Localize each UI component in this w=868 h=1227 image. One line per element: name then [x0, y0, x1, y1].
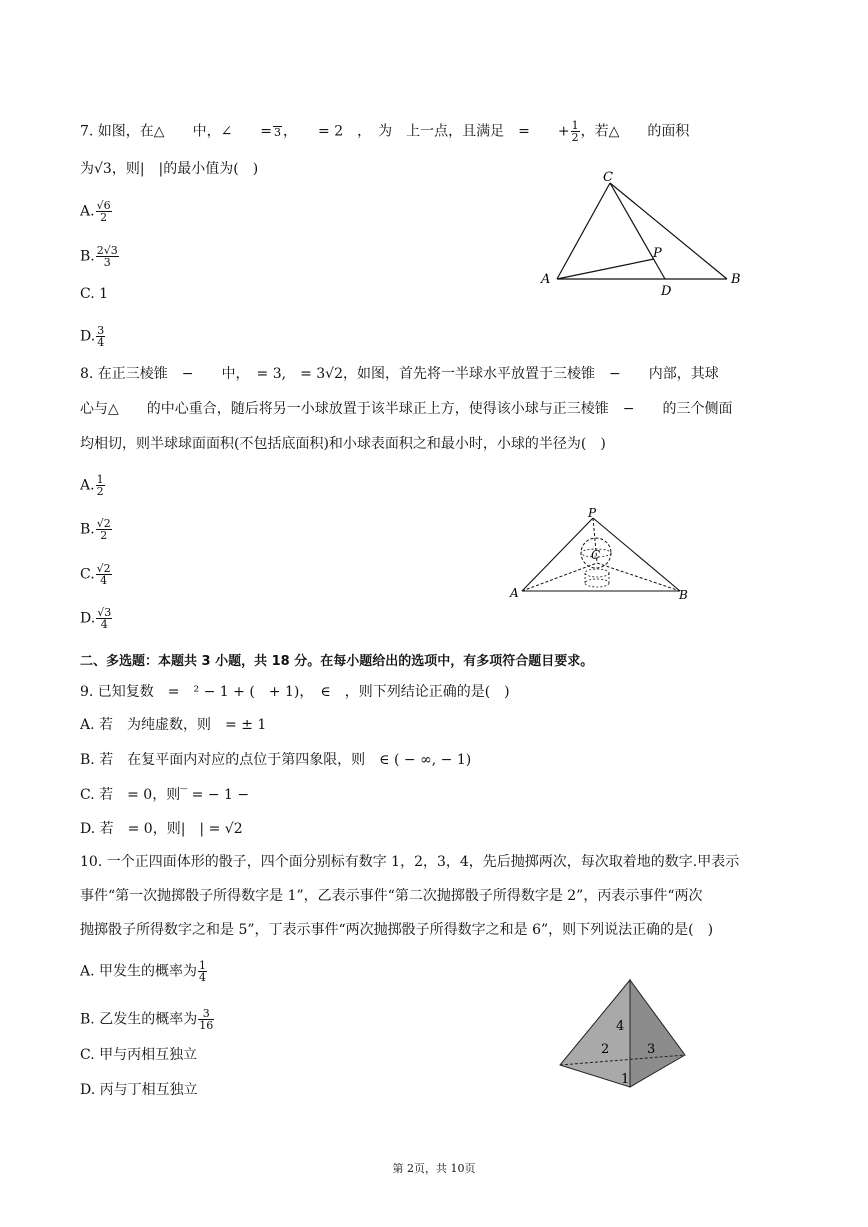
- q7-line2: 为√3，则| |的最小值为( ): [80, 161, 259, 177]
- q10-option-b[interactable]: B. 乙发生的概率为 $\frac{3}{16}$: [80, 1007, 214, 1032]
- q10-option-d[interactable]: D. 丙与丁相互独立: [80, 1082, 198, 1098]
- q8-line1: 8. 在正三棱锥 − 中， = 3, = 3√2，如图，首先将一半球水平放置于三棱锥 − 内部，其球: [80, 366, 719, 382]
- label-p: P: [588, 506, 597, 520]
- q7-option-a[interactable]: A. $\frac{√6}{2}$: [80, 199, 111, 224]
- q7-text-a: 7. 如图，在△ 中，∠ =: [80, 123, 273, 140]
- q7-line1: [80, 120, 689, 143]
- label-c: C: [591, 548, 601, 562]
- q7-option-d[interactable]: D. $\frac{3}{4}$: [80, 324, 105, 349]
- q8-pyramid-figure: [505, 505, 695, 605]
- label-b: B: [731, 272, 741, 287]
- q8-option-c[interactable]: C. $\frac{√2}{4}$: [80, 562, 111, 587]
- face-1: 1: [621, 1072, 630, 1087]
- q9-option-c[interactable]: C. 若 = 0，则‾ = − 1 −: [80, 787, 250, 803]
- q7-text-b: ， = 2 ， 为 上一点，且满足 = +: [283, 123, 570, 140]
- q10-tetrahedron-figure: [555, 975, 690, 1095]
- face-2: 2: [601, 1042, 610, 1057]
- face-4: 4: [616, 1019, 625, 1034]
- label-a: A: [510, 586, 519, 600]
- q9-line1: 9. 已知复数 = ² − 1 + ( + 1)， ∈ ，则下列结论正确的是( ): [80, 684, 510, 700]
- q10-line1: 10. 一个正四面体形的骰子，四个面分别标有数字 1，2，3，4，先后抛掷两次，每次取着地的数字.甲表示: [80, 854, 740, 870]
- q9-option-a[interactable]: A. 若 为纯虚数，则 = ± 1: [80, 717, 267, 733]
- section-heading: 二、多选题：本题共 3 小题，共 18 分。在每小题给出的选项中，有多项符合题目要求。: [80, 654, 594, 669]
- q10-line3: 抛掷骰子所得数字之和是 5”，丁表示事件“两次抛掷骰子所得数字之和是 6”，则下列说法正确的是( ): [80, 922, 714, 938]
- q7-angle-frac: 3: [274, 125, 282, 139]
- q8-line2: 心与△ 的中心重合，随后将另一小球放置于该半球正上方，使得该小球与正三棱锥 − 的三个侧面: [80, 401, 733, 417]
- q7-half-frac: $\frac{1}{2}$: [571, 119, 579, 144]
- label-b: B: [679, 588, 688, 602]
- q7-text-c: ，若△ 的面积: [580, 123, 690, 140]
- q8-option-a[interactable]: A. $\frac{1}{2}$: [80, 473, 104, 498]
- q10-line2: 事件“第一次抛掷骰子所得数字是 1”，乙表示事件“第二次抛掷骰子所得数字是 2”，丙表示事件“两次: [80, 888, 703, 904]
- q9-option-b[interactable]: B. 若 在复平面内对应的点位于第四象限，则 ∈ ( − ∞, − 1): [80, 752, 472, 768]
- label-a: A: [541, 272, 551, 287]
- q8-option-b[interactable]: B. $\frac{√2}{2}$: [80, 517, 111, 542]
- q9-option-d[interactable]: D. 若 = 0，则| | = √2: [80, 821, 243, 837]
- q7-option-b[interactable]: B. $\frac{2√3}{3}$: [80, 244, 118, 269]
- page-footer: 第 2页，共 10页: [392, 1162, 476, 1175]
- label-d: D: [661, 284, 672, 299]
- label-c: C: [603, 170, 613, 185]
- q10-option-c[interactable]: C. 甲与丙相互独立: [80, 1047, 198, 1063]
- q10-option-a[interactable]: A. 甲发生的概率为 $\frac{1}{4}$: [80, 959, 207, 984]
- q8-option-d[interactable]: D. $\frac{√3}{4}$: [80, 606, 112, 631]
- label-p: P: [653, 246, 662, 261]
- face-3: 3: [647, 1042, 656, 1057]
- q8-line3: 均相切，则半球球面面积(不包括底面积)和小球表面积之和最小时，小球的半径为( ): [80, 436, 606, 452]
- q7-triangle-figure: [535, 165, 750, 300]
- q7-option-c[interactable]: C. 1: [80, 286, 109, 302]
